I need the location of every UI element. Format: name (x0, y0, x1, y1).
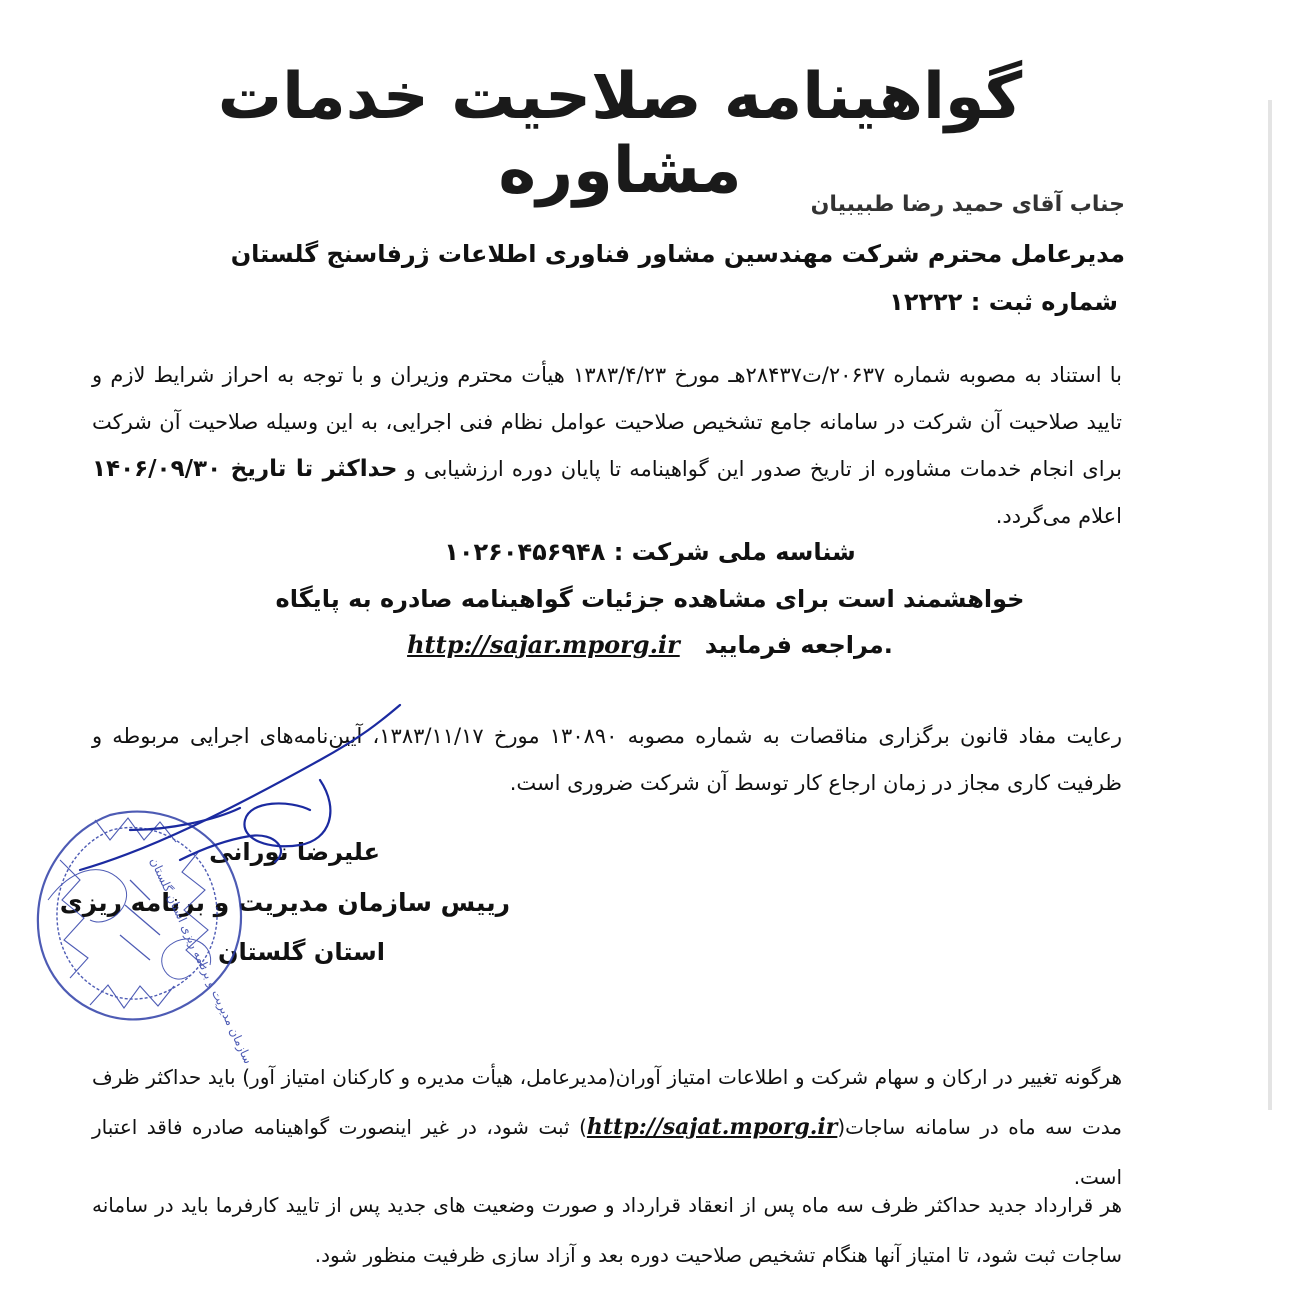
paragraph-changes-part1: هرگونه تغییر در ارکان و سهام شرکت و اطلاعات امتیاز آوران(مدیرعامل، هیأت مدیره و کارکنان امتیاز آور) باید حداکثر ظرف مدت سه ماه در سامانه ساجات( (92, 1065, 1122, 1139)
document-title: گواهینامه صلاحیت خدمات مشاوره (217, 60, 1023, 208)
validity-date: حداکثر تا تاریخ ۱۴۰۶/۰۹/۳۰ (92, 456, 398, 482)
signatory-name: علیرضا نورانی (209, 838, 380, 866)
addressee-name: جناب آقای حمید رضا طبیبیان (810, 192, 1125, 217)
signatory-title: رییس سازمان مدیریت و برنامه ریزی (59, 888, 510, 917)
stamp-text: سازمان مدیریت و برنامه ریزی استان گلستان (147, 855, 256, 1066)
refer-text: مراجعه فرمایید. (704, 631, 893, 659)
reference-line (0, 630, 1300, 659)
paragraph-authorization-text: با استناد به مصوبه شماره ۲۰۶۳۷/ت۲۸۴۳۷هـ مورخ ۱۳۸۳/۴/۲۳ هیأت محترم وزیران و با توجه به احراز شرایط لازم و تایید صلاحیت آن شرکت در سامانه جامع تشخیص صلاحیت عوامل نظام فنی اجرایی، به این وسیله صلاحیت آن شرکت برای انجام خدمات مشاوره از تاریخ صدور این گواهینامه تا پایان دوره ارزشیابی و (92, 363, 1122, 481)
paragraph-contracts: هر قرارداد جدید حداکثر ظرف سه ماه پس از انعقاد قرارداد و صورت وضعیت های جدید پس از تایید کارفرما باید در سامانه ساجات ثبت شود، تا امتیاز آنها هنگام تشخیص صلاحیت دوره بعد و آزاد سازی ظرفیت منظور شود. (92, 1193, 1122, 1267)
addressee-role: مدیرعامل محترم شرکت مهندسین مشاور فناوری اطلاعات ژرفاسنج گلستان (230, 240, 1125, 268)
paragraph-authorization-end: اعلام می‌گردد. (995, 504, 1122, 528)
registration-number: شماره ثبت : ۱۲۲۲۲ (889, 288, 1118, 316)
view-request-text: خواهشمند است برای مشاهده جزئیات گواهینامه صادره به پایگاه (275, 585, 1025, 613)
national-id: شناسه ملی شرکت : ۱۰۲۶۰۴۵۶۹۴۸ (444, 538, 856, 566)
paragraph-changes-part2: ) ثبت شود، در غیر اینصورت گواهینامه صادره فاقد اعتبار است. (92, 1115, 1122, 1189)
paragraph-authorization (92, 352, 1122, 540)
paragraph-compliance: رعایت مفاد قانون برگزاری مناقصات به شماره مصوبه ۱۳۰۸۹۰ مورخ ۱۳۸۳/۱۱/۱۷، آیین‌نامه‌های اجرایی مربوطه و ظرفیت کاری مجاز در زمان ارجاع کار توسط آن شرکت ضروری است. (92, 724, 1122, 795)
signatory-province: استان گلستان (218, 938, 385, 966)
sajat-link[interactable]: http://sajat.mporg.ir (586, 1114, 838, 1140)
sajar-link[interactable]: http://sajar.mporg.ir (407, 630, 680, 659)
